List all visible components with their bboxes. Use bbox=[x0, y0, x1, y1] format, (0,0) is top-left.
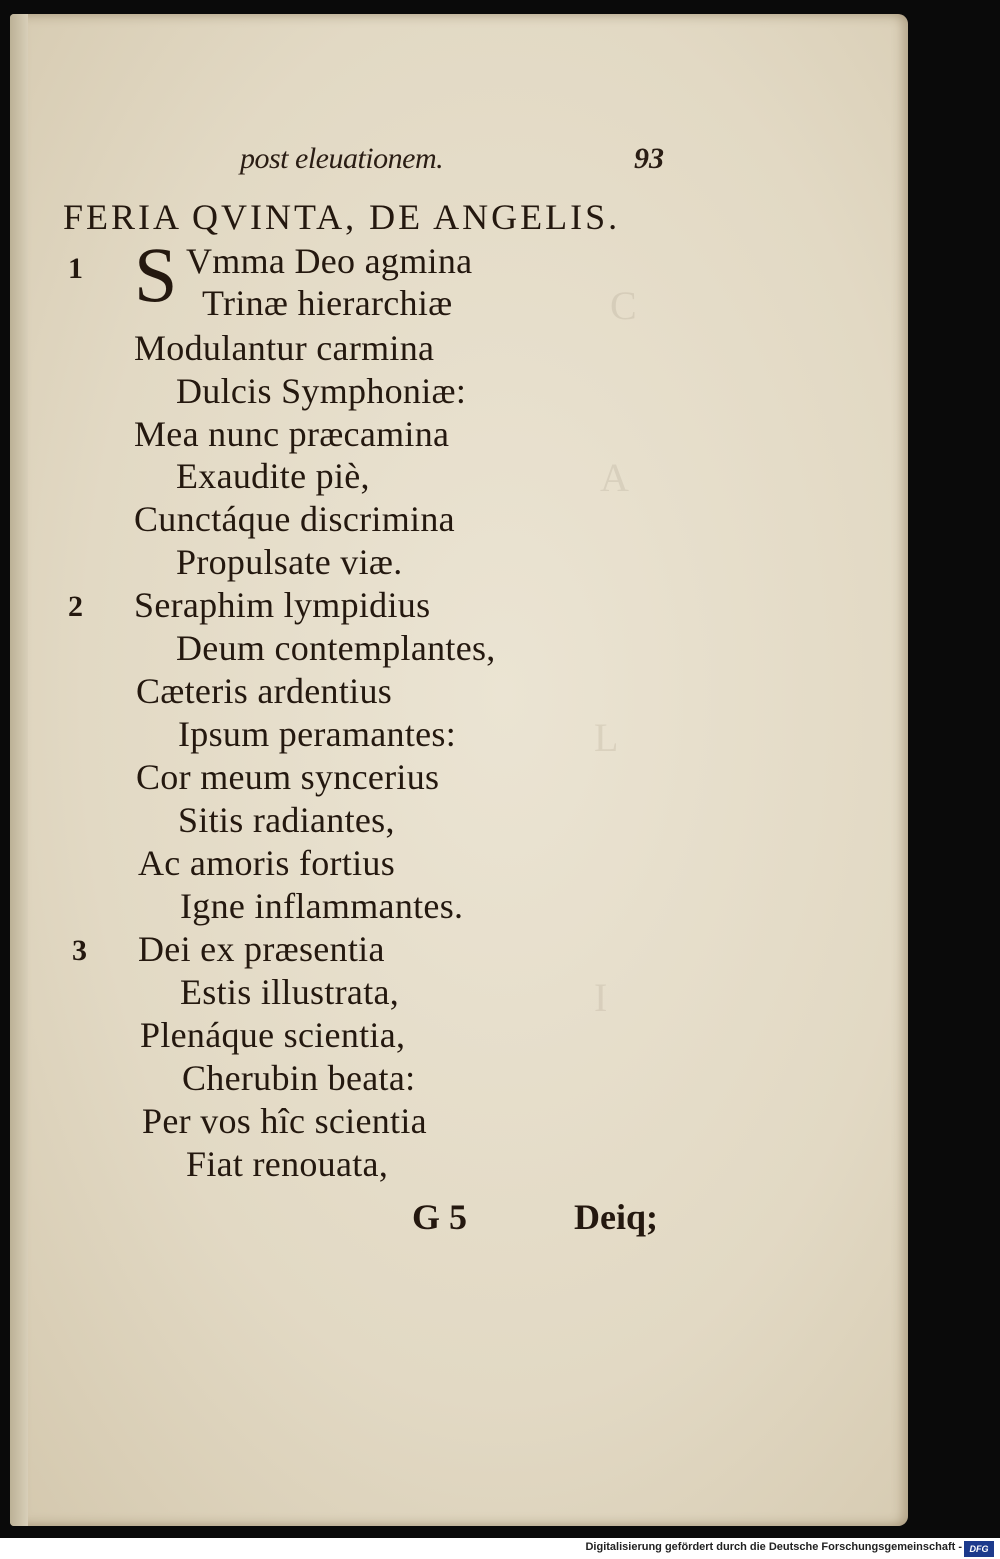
stanza-number: 1 bbox=[68, 252, 83, 285]
verse-line: Dulcis Symphoniæ: bbox=[176, 371, 467, 411]
verse-line: Fiat renouata, bbox=[186, 1144, 389, 1184]
book-page bbox=[10, 14, 908, 1526]
hymn-title: FERIA QVINTA, DE ANGELIS. bbox=[63, 197, 621, 237]
verse-line: Cæteris ardentius bbox=[136, 671, 393, 711]
stanza-number: 2 bbox=[68, 590, 83, 623]
verse-line: Estis illustrata, bbox=[180, 972, 400, 1012]
verse-line: Sitis radiantes, bbox=[178, 800, 395, 840]
verse-line: Deum contemplantes, bbox=[176, 628, 496, 668]
verse-line: Cherubin beata: bbox=[182, 1058, 416, 1098]
verse-line: Dei ex præsentia bbox=[138, 929, 385, 969]
verse-line: Propulsate viæ. bbox=[176, 542, 403, 582]
drop-capital: S bbox=[134, 231, 178, 318]
show-through: A bbox=[600, 455, 629, 500]
page-number: 93 bbox=[634, 142, 664, 175]
footer-bar bbox=[0, 1538, 1000, 1559]
signature-mark: G 5 bbox=[412, 1197, 468, 1237]
verse-line: Plenáque scientia, bbox=[140, 1015, 406, 1055]
verse-line: Igne inflammantes. bbox=[180, 886, 464, 926]
verse-line: Vmma Deo agmina bbox=[186, 241, 473, 281]
show-through: L bbox=[594, 715, 619, 760]
verse-line: Seraphim lympidius bbox=[134, 585, 431, 625]
show-through: I bbox=[594, 975, 608, 1020]
verse-line: Cor meum syncerius bbox=[136, 757, 440, 797]
verse-line: Modulantur carmina bbox=[134, 328, 435, 368]
verse-line: Ipsum peramantes: bbox=[178, 714, 457, 754]
show-through: C bbox=[610, 283, 637, 328]
verse-line: Exaudite piè, bbox=[176, 456, 370, 496]
page-gutter bbox=[10, 14, 28, 1526]
verse-line: Per vos hîc scientia bbox=[142, 1101, 427, 1141]
verse-line: Trinæ hierarchiæ bbox=[202, 283, 453, 323]
catchword: Deiq; bbox=[574, 1197, 658, 1237]
verse-line: Cunctáque discrimina bbox=[134, 499, 455, 539]
funding-credit: Digitalisierung gefördert durch die Deutsche Forschungsgemeinschaft - bbox=[585, 1541, 962, 1553]
stanza-number: 3 bbox=[72, 934, 87, 967]
verse-line: Mea nunc præcamina bbox=[134, 414, 450, 454]
running-header: post eleuationem. bbox=[240, 142, 444, 175]
verse-line: Ac amoris fortius bbox=[138, 843, 396, 883]
dfg-logo: DFG bbox=[964, 1541, 994, 1557]
